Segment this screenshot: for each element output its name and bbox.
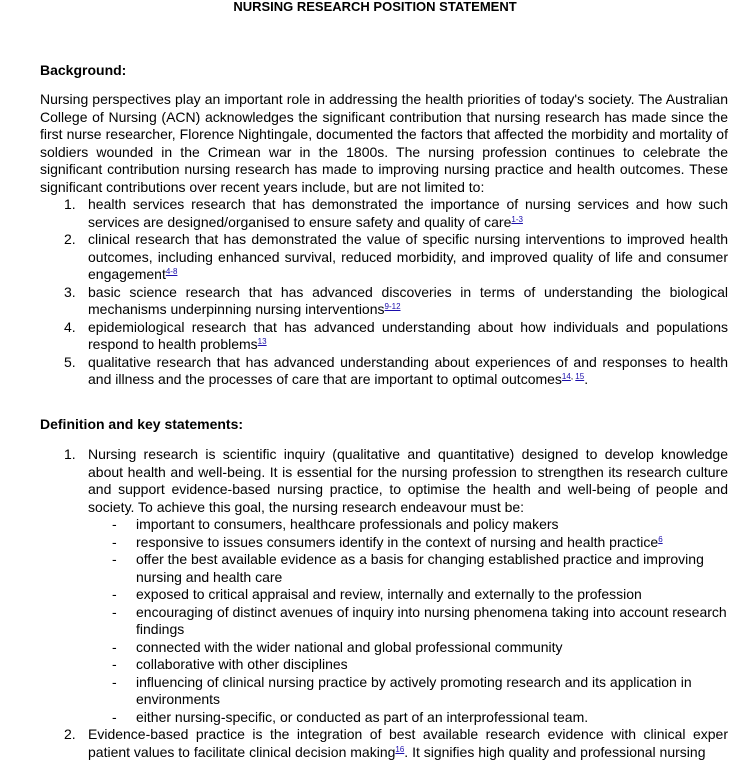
definition-list <box>40 446 728 761</box>
bullet-item: - exposed to critical appraisal and review, internally and externally to the profession <box>112 586 642 602</box>
reference-link[interactable]: 16 <box>395 744 405 754</box>
list-item: 1. Nursing research is scientific inquiry (qualitative and quantitative) designed to develop knowledge about health and well-being. It is essential for the nursing profession to strengthen its research culture and support evidence-based nursing practice, to optimise the health and well-being of people and society. To achieve this goal, the nursing research endeavour must be: - important to consumers, healthcare professionals and policy makers - responsive to issues consumers identify in the context of nursing and health practice$^6$ - offer the best available evidence as a basis for changing established practice and improving nursing and health care - exposed to critical appraisal and review, internally and externally to the profession - encouraging of distinct avenues of inquiry into nursing phenomena taking into account research findings - connected with the wider national and global professional community - collaborative with other disciplines - influencing of clinical nursing practice by actively promoting research and its application in environments - either nursing-specific, or conducted as part of an interprofessional team. <box>64 446 728 725</box>
reference-link[interactable]: 15 <box>575 372 585 381</box>
definition-heading: Definition and key statements: <box>40 416 244 432</box>
bullet-item: - connected with the wider national and global professional community <box>112 638 563 655</box>
bullet-item: - either nursing-specific, or conducted as part of an interprofessional team. <box>112 708 589 725</box>
bullet-item: - responsive to issues consumers identify in the context of nursing and health practice$^6$ <box>112 533 663 550</box>
bullet-item: - collaborative with other disciplines <box>112 656 348 672</box>
list-item: 5. qualitative research that has advanced understanding about experiences of and responses to health and illness and the processes of care that are important to optimal outcomes$^{14, 15}$. <box>64 353 728 387</box>
reference-link[interactable]: 4-8 <box>165 267 178 276</box>
bullet-item: - encouraging of distinct avenues of inquiry into nursing phenomena taking into account research findings <box>112 603 727 637</box>
bullet-item: - important to consumers, healthcare professionals and policy makers <box>112 516 559 532</box>
list-item: 2. Evidence-based practice is the integration of best available research evidence with clinical exper patient values to facilitate clinical decision making$^{16}$. It signifies high quality and professional nursing <box>64 726 728 760</box>
list-item: 3. basic science research that has advanced discoveries in terms of understanding the biological mechanisms underpinning nursing interventions$^{9-12}$ <box>64 283 728 317</box>
endeavour-bullet-list <box>88 516 728 726</box>
background-heading: Background: <box>40 62 127 78</box>
reference-link[interactable]: 13 <box>257 337 267 346</box>
reference-link[interactable]: 14 <box>561 372 571 381</box>
contributions-list <box>40 196 728 389</box>
list-item: 2. clinical research that has demonstrated the value of specific nursing interventions to improved health outcomes, including enhanced survival, reduced morbidity, and improved quality of life and consumer engagement$^{4-8}$ <box>64 231 728 282</box>
bullet-item: - influencing of clinical nursing practice by actively promoting research and its application in environments <box>112 673 692 707</box>
background-paragraph: Nursing perspectives play an important role in addressing the health priorities of today's society. The Australian College of Nursing (ACN) acknowledges the significant contribution that nursing research has made since the first nurse researcher, Florence Nightingale, documented the factors that affected the morbidity and mortality of soldiers wounded in the Crimean war in the 1800s. The nursing profession continues to celebrate the significant contribution nursing research has made to improving nursing practice and health outcomes. These significant contributions over recent years include, but are not limited to: <box>40 91 728 195</box>
document-title: NURSING RESEARCH POSITION STATEMENT <box>233 0 517 14</box>
list-item: 4. epidemiological research that has advanced understanding about how individuals and populations respond to health problems$^{13}$ <box>64 318 728 352</box>
list-item: 1. health services research that has demonstrated the importance of nursing services and how such services are designed/organised to ensure safety and quality of care$^{1-3}$ <box>64 196 728 230</box>
reference-link[interactable]: 1-3 <box>511 214 523 224</box>
bullet-item: - offer the best available evidence as a basis for changing established practice and improving nursing and health care <box>112 551 704 585</box>
reference-link[interactable]: 6 <box>658 534 663 544</box>
reference-link[interactable]: 9-12 <box>384 302 401 311</box>
